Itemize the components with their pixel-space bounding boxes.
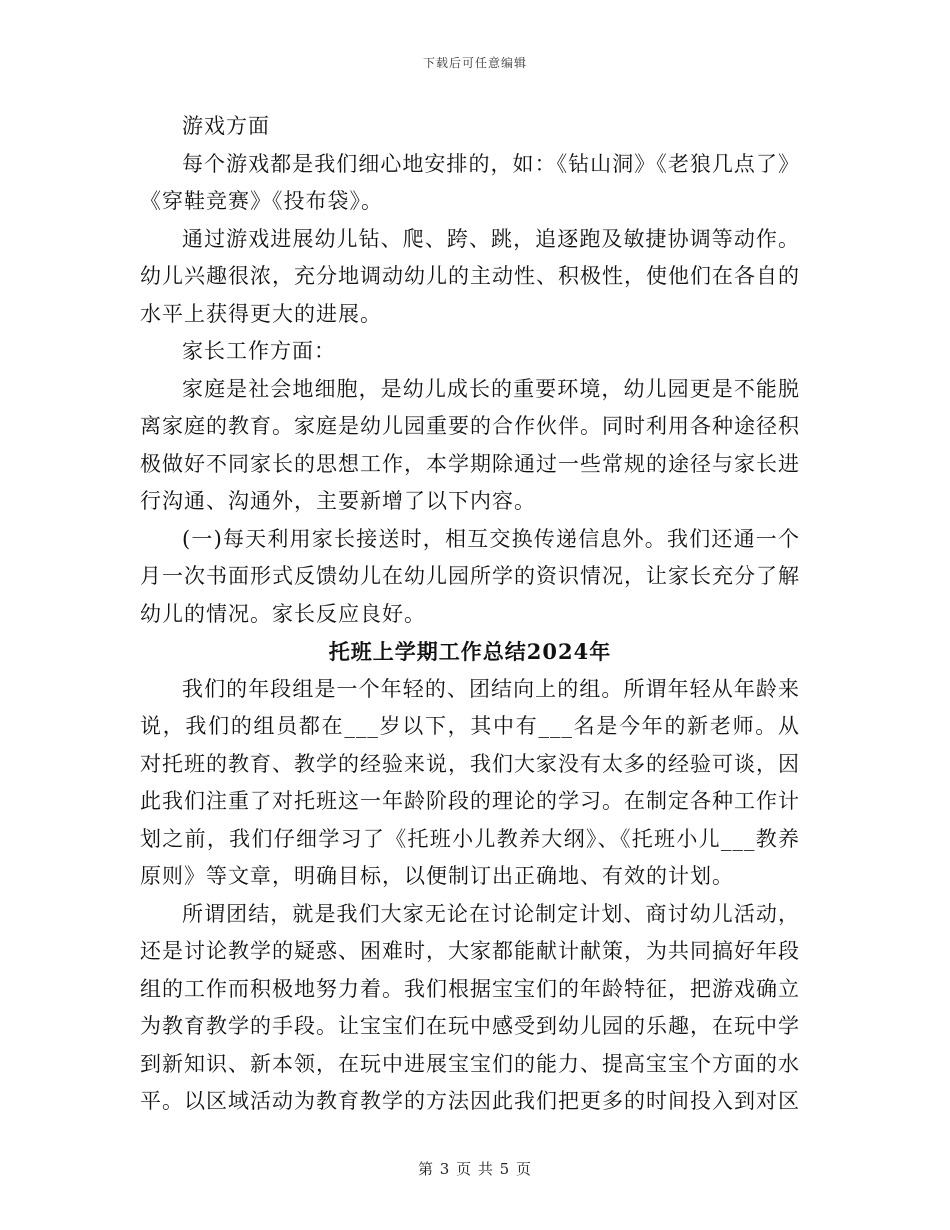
paragraph-item-one: (一)每天利用家长接送时，相互交换传递信息外。我们还通一个月一次书面形式反馈幼儿在幼儿园所学的资识情况，让家长充分了解幼儿的情况。家长反应良好。 [140, 526, 800, 626]
paragraph-game-heading: 游戏方面 [182, 114, 270, 138]
header-note: 下载后可任意编辑 [422, 56, 527, 70]
paragraph-team-young: 我们的年段组是一个年轻的、团结向上的组。所谓年轻从年龄来说，我们的组员都在___岁以下，其中有___名是今年的新老师。从对托班的教育、教学的经验来说，我们大家没有太多的经验可谈，因此我们注重了对托班这一年龄阶段的理论的学习。在制定各种工作计划之前，我们仔细学习了《托班小儿教养大纲》、《托班小儿___教养原则》等文章，明确目标，以便制订出正确地、有效的计划。 [140, 676, 800, 888]
paragraph-game-list: 每个游戏都是我们细心地安排的，如：《钻山洞》《老狼几点了》《穿鞋竞赛》《投布袋》。 [140, 151, 800, 213]
paragraph-parent-heading: 家长工作方面： [182, 339, 336, 363]
page-number: 第 3 页 共 5 页 [418, 1160, 532, 1178]
section-title: 托班上学期工作总结2024年 [328, 639, 612, 664]
paragraph-game-benefits: 通过游戏进展幼儿钻、爬、跨、跳，追逐跑及敏捷协调等动作。幼儿兴趣很浓，充分地调动幼儿的主动性、积极性，使他们在各自的水平上获得更大的进展。 [140, 226, 800, 326]
document-body [140, 108, 800, 1121]
paragraph-team-united: 所谓团结，就是我们大家无论在讨论制定计划、商讨幼儿活动，还是讨论教学的疑惑、困难时，大家都能献计献策，为共同搞好年段组的工作而积极地努力着。我们根据宝宝们的年龄特征，把游戏确立为教育教学的手段。让宝宝们在玩中感受到幼儿园的乐趣，在玩中学到新知识、新本领，在玩中进展宝宝们的能力、提高宝宝个方面的水平。以区域活动为教育教学的方法因此我们把更多的时间投入到对区 [140, 901, 800, 1113]
paragraph-family: 家庭是社会地细胞，是幼儿成长的重要环境，幼儿园更是不能脱离家庭的教育。家庭是幼儿园重要的合作伙伴。同时利用各种途径积极做好不同家长的思想工作，本学期除通过一些常规的途径与家长进行沟通、沟通外，主要新增了以下内容。 [140, 376, 800, 513]
